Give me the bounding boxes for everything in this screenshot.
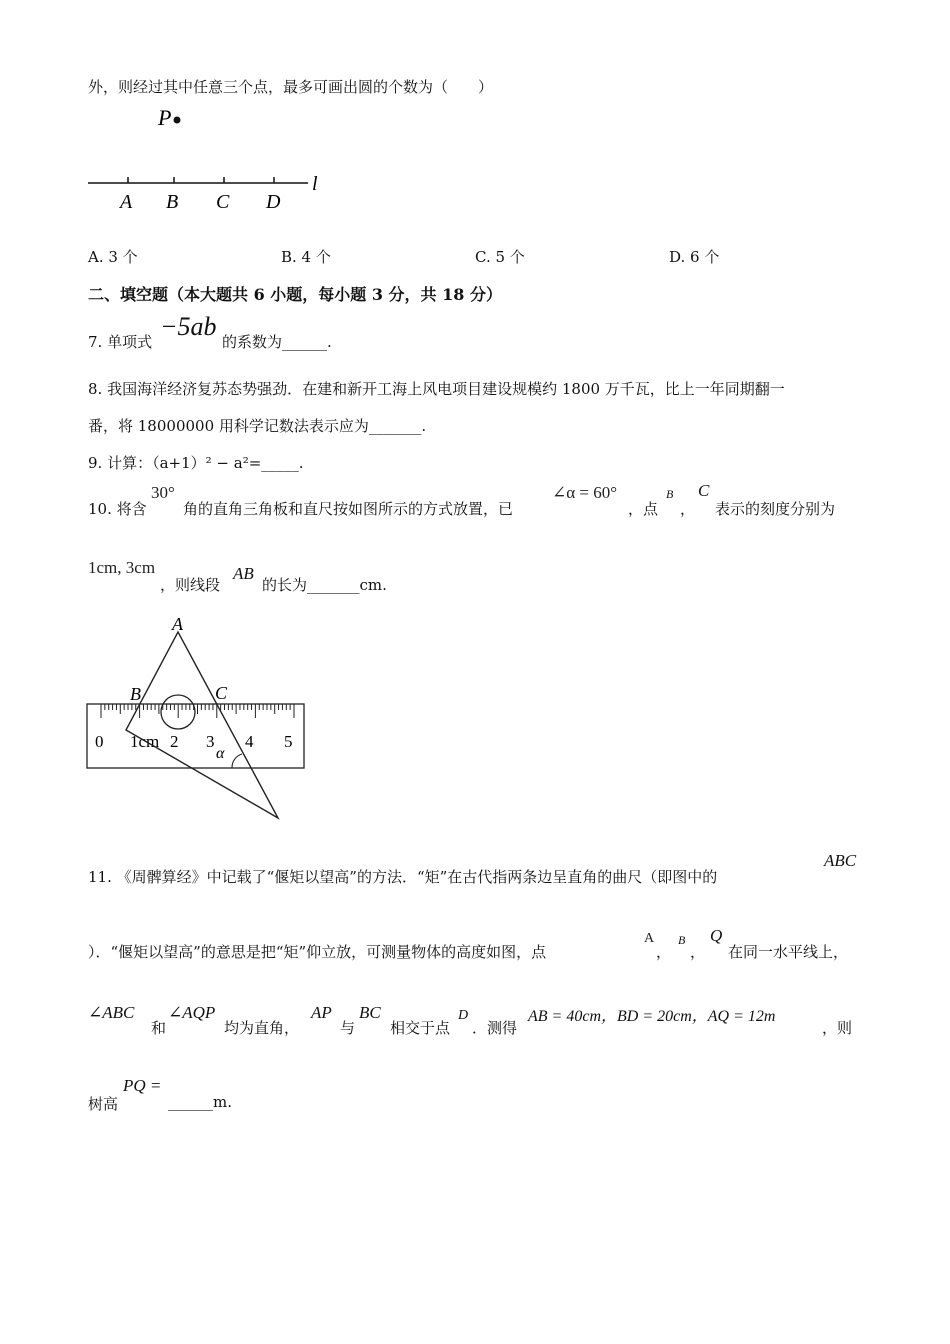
q10-values: 1cm, 3cm xyxy=(88,558,156,577)
q11-meet: 相交于点 xyxy=(390,1019,451,1037)
tick-4: 4 xyxy=(245,732,254,751)
label-alpha: α xyxy=(216,745,225,762)
q10-tail: 的长为_______cm. xyxy=(262,576,387,594)
alpha-arc xyxy=(232,754,242,768)
q10-figure xyxy=(80,612,320,824)
q7-pre: 7. 单项式 xyxy=(88,333,153,351)
ruler-ticks xyxy=(101,704,294,718)
q11-pq: PQ = xyxy=(123,1076,162,1095)
option-a: A. 3 个 xyxy=(88,248,138,266)
q6-text: 外，则经过其中任意三个点，最多可画出圆的个数为（ ） xyxy=(88,78,494,96)
q10-pre: 10. 将含 xyxy=(88,500,147,518)
q11-line2b: 在同一水平线上， xyxy=(728,943,849,961)
q11-line1: 11. 《周髀算经》中记载了“偃矩以望高”的方法．“矩”在古代指两条边呈直角的曲尺（即图中的 xyxy=(88,868,718,886)
label-a: A xyxy=(120,191,133,213)
q11-then: ，则 xyxy=(822,1019,853,1037)
q11-c2: ， xyxy=(690,943,706,961)
q11-tree: 树高 xyxy=(88,1095,119,1113)
q8-line2: 番，将 18000000 用科学记数法表示应为_______. xyxy=(88,417,427,435)
q11-q: Q xyxy=(710,926,723,945)
q11-ap: AP xyxy=(311,1003,332,1022)
q11-line2a: ）．“偃矩以望高”的意思是把“矩”仰立放，可测量物体的高度如图，点 xyxy=(88,943,547,961)
label-l: l xyxy=(312,173,318,195)
q11-ang1: ∠ABC xyxy=(88,1003,135,1022)
q11-measure: ．测得 xyxy=(472,1019,518,1037)
q10-post: 表示的刻度分别为 xyxy=(715,500,836,518)
label-a: A xyxy=(172,614,183,634)
point-p xyxy=(174,117,181,124)
q11-abc: ABC xyxy=(824,851,857,870)
tick-2: 2 xyxy=(170,732,179,751)
q11-b: B xyxy=(678,933,686,947)
q11-bc: BC xyxy=(359,1003,381,1022)
q11-ans: ______m. xyxy=(168,1093,232,1111)
q10-deg: 30° xyxy=(151,483,175,502)
label-b: B xyxy=(166,191,179,213)
tick-0: 0 xyxy=(95,732,104,751)
label-c: C xyxy=(216,191,230,213)
q10-ab: AB xyxy=(233,564,254,583)
label-b: B xyxy=(130,684,141,704)
q7-math: −5ab xyxy=(160,312,217,341)
q11-d: D xyxy=(458,1008,469,1023)
q10-b: B xyxy=(666,487,674,501)
q11-ang2: ∠AQP xyxy=(168,1003,216,1022)
label-c: C xyxy=(215,683,228,703)
q11-yu: 与 xyxy=(340,1019,356,1037)
q6-figure xyxy=(80,100,340,220)
q11-both: 均为直角， xyxy=(224,1019,300,1037)
q10-angle: ∠α = 60° xyxy=(552,483,618,502)
tick-5: 5 xyxy=(284,732,293,751)
q9-text: 9. 计算：（a+1）² − a²=_____. xyxy=(88,454,304,472)
q11-measurements: AB = 40cm，BD = 20cm，AQ = 12m xyxy=(528,1008,776,1025)
option-c: C. 5 个 xyxy=(475,248,525,266)
q7-post: 的系数为______. xyxy=(222,333,332,351)
option-b: B. 4 个 xyxy=(281,248,331,266)
option-d: D. 6 个 xyxy=(669,248,720,266)
tick-1cm: 1cm xyxy=(130,732,160,751)
q11-c1: ， xyxy=(656,943,672,961)
label-p: P xyxy=(158,105,172,130)
triangle xyxy=(126,632,278,818)
q8-line1: 8. 我国海洋经济复苏态势强劲．在建和新开工海上风电项目建设规模约 1800 万千瓦，比上一年同期翻一 xyxy=(88,380,785,398)
q11-and: 和 xyxy=(151,1019,167,1037)
q10-comma1: ，点 xyxy=(628,500,659,518)
label-d: D xyxy=(266,191,281,213)
q10-line2: ，则线段 xyxy=(160,576,221,594)
tick-3: 3 xyxy=(206,732,215,751)
q10-comma2: ， xyxy=(680,500,696,518)
section-title: 二、填空题（本大题共 6 小题，每小题 3 分，共 18 分） xyxy=(88,285,502,304)
q11-a: A xyxy=(644,931,655,946)
q10-mid: 角的直角三角板和直尺按如图所示的方式放置，已 xyxy=(183,500,514,518)
q10-c: C xyxy=(698,481,710,500)
